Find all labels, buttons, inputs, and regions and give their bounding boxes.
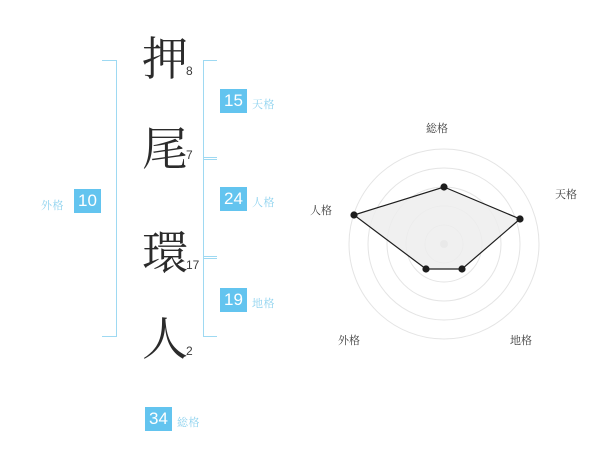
jinkaku-bracket [203, 157, 217, 259]
soukaku-value: 34 [145, 407, 172, 431]
radar-axis-label-jinkaku: 人格 [310, 204, 332, 217]
soukaku-label: 総格 [177, 416, 200, 429]
radar-point-chikaku [458, 265, 465, 272]
tenkaku-label: 天格 [252, 98, 275, 111]
radar-axis-label-tenkaku: 天格 [555, 188, 577, 201]
radar-axis-label-chikaku: 地格 [510, 334, 532, 347]
stroke-count-4: 2 [186, 344, 193, 358]
radar-point-jinkaku [350, 211, 357, 218]
kanji-char-2: 尾 [142, 122, 188, 176]
radar-point-tenkaku [516, 215, 523, 222]
tenkaku-value: 15 [220, 89, 247, 113]
radar-chart-panel [300, 0, 600, 470]
radar-point-gaikaku [422, 265, 429, 272]
stroke-count-3: 17 [186, 258, 200, 272]
radar-axis-label-soukaku: 総格 [426, 122, 448, 135]
kanji-char-3: 環 [142, 226, 188, 280]
kanji-char-1: 押 [142, 32, 188, 86]
kanji-char-4: 人 [142, 312, 188, 366]
chikaku-value: 19 [220, 288, 247, 312]
stroke-count-1: 8 [186, 64, 193, 78]
radar-point-soukaku [440, 183, 447, 190]
gaikaku-bracket [102, 60, 117, 337]
tenkaku-bracket [203, 60, 217, 160]
chikaku-label: 地格 [252, 297, 275, 310]
jinkaku-label: 人格 [252, 196, 275, 209]
radar-axis-label-gaikaku: 外格 [338, 334, 360, 347]
stroke-count-2: 7 [186, 148, 193, 162]
gaikaku-label: 外格 [41, 199, 64, 212]
jinkaku-value: 24 [220, 187, 247, 211]
radar-data-polygon [354, 187, 520, 269]
gaikaku-value: 10 [74, 189, 101, 213]
chikaku-bracket [203, 256, 217, 337]
